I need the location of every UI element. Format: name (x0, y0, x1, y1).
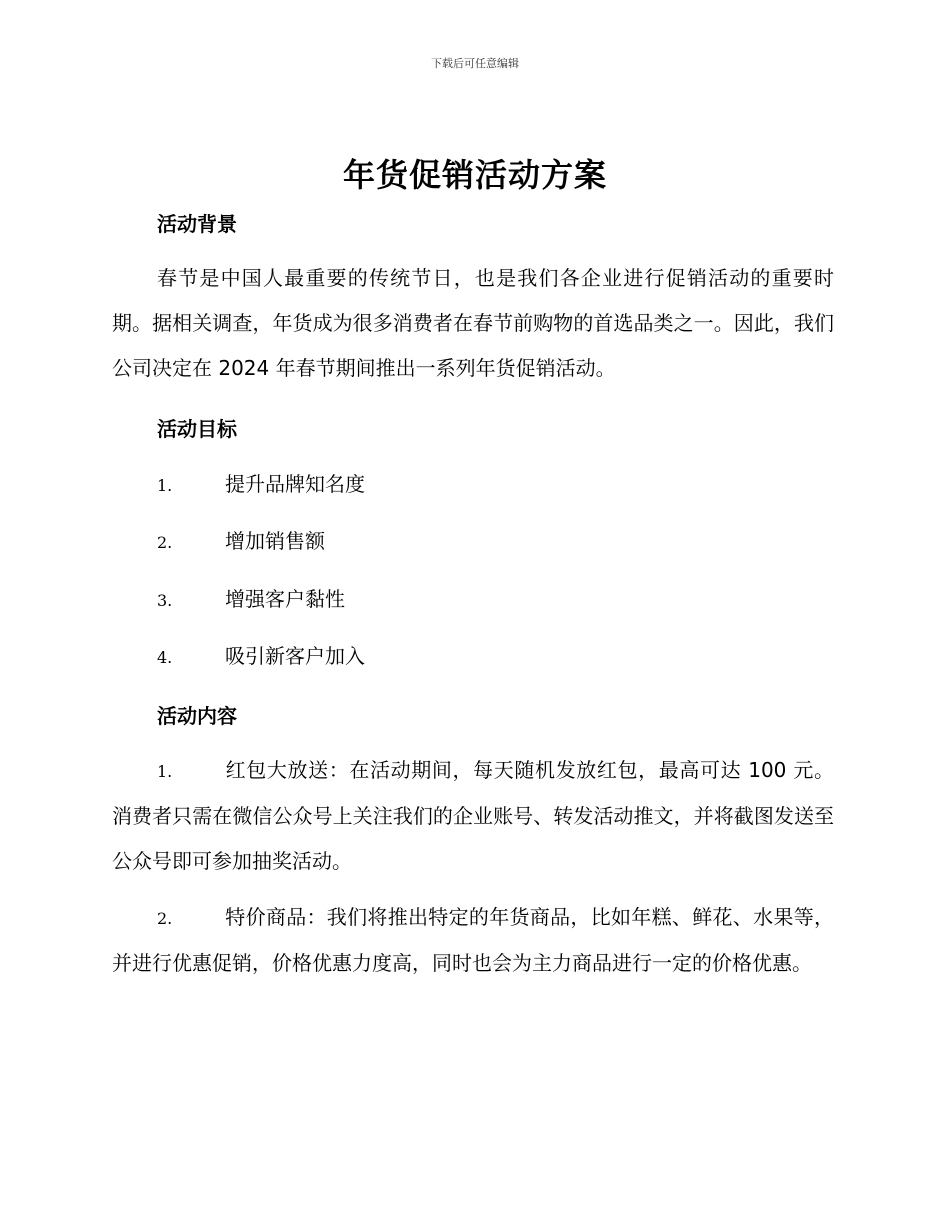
goal-item (157, 469, 365, 499)
content-item (112, 748, 834, 884)
content-item (112, 895, 834, 986)
goal-text: 增强客户黏性 (225, 587, 345, 611)
list-number: 1. (157, 762, 173, 781)
list-number: 1. (157, 476, 173, 495)
goal-item (157, 641, 365, 671)
section-heading-content: 活动内容 (157, 704, 237, 728)
section-heading-goals: 活动目标 (157, 417, 237, 441)
goal-text: 增加销售额 (225, 529, 325, 553)
list-number: 2. (157, 909, 173, 928)
list-number: 2. (157, 533, 173, 552)
goal-text: 提升品牌知名度 (225, 472, 365, 496)
goal-text: 吸引新客户加入 (225, 644, 365, 668)
section-heading-background: 活动背景 (157, 212, 237, 236)
goal-item (157, 584, 345, 614)
content-text: 红包大放送：在活动期间，每天随机发放红包，最高可达 100 元。消费者只需在微信公众号上关注我们的企业账号、转发活动推文，并将截图发送至公众号即可参加抽奖活动。 (112, 758, 834, 873)
background-paragraph: 春节是中国人最重要的传统节日，也是我们各企业进行促销活动的重要时期。据相关调查，年货成为很多消费者在春节前购物的首选品类之一。因此，我们公司决定在 2024 年春节期间推出一系列年货促销活动。 (112, 266, 834, 380)
header-note: 下载后可任意编辑 (431, 57, 519, 70)
goal-item (157, 526, 325, 556)
list-number: 4. (157, 648, 173, 667)
document-title: 年货促销活动方案 (342, 156, 607, 194)
content-text: 特价商品：我们将推出特定的年货商品，比如年糕、鲜花、水果等，并进行优惠促销，价格优惠力度高，同时也会为主力商品进行一定的价格优惠。 (112, 905, 834, 975)
list-number: 3. (157, 591, 173, 610)
